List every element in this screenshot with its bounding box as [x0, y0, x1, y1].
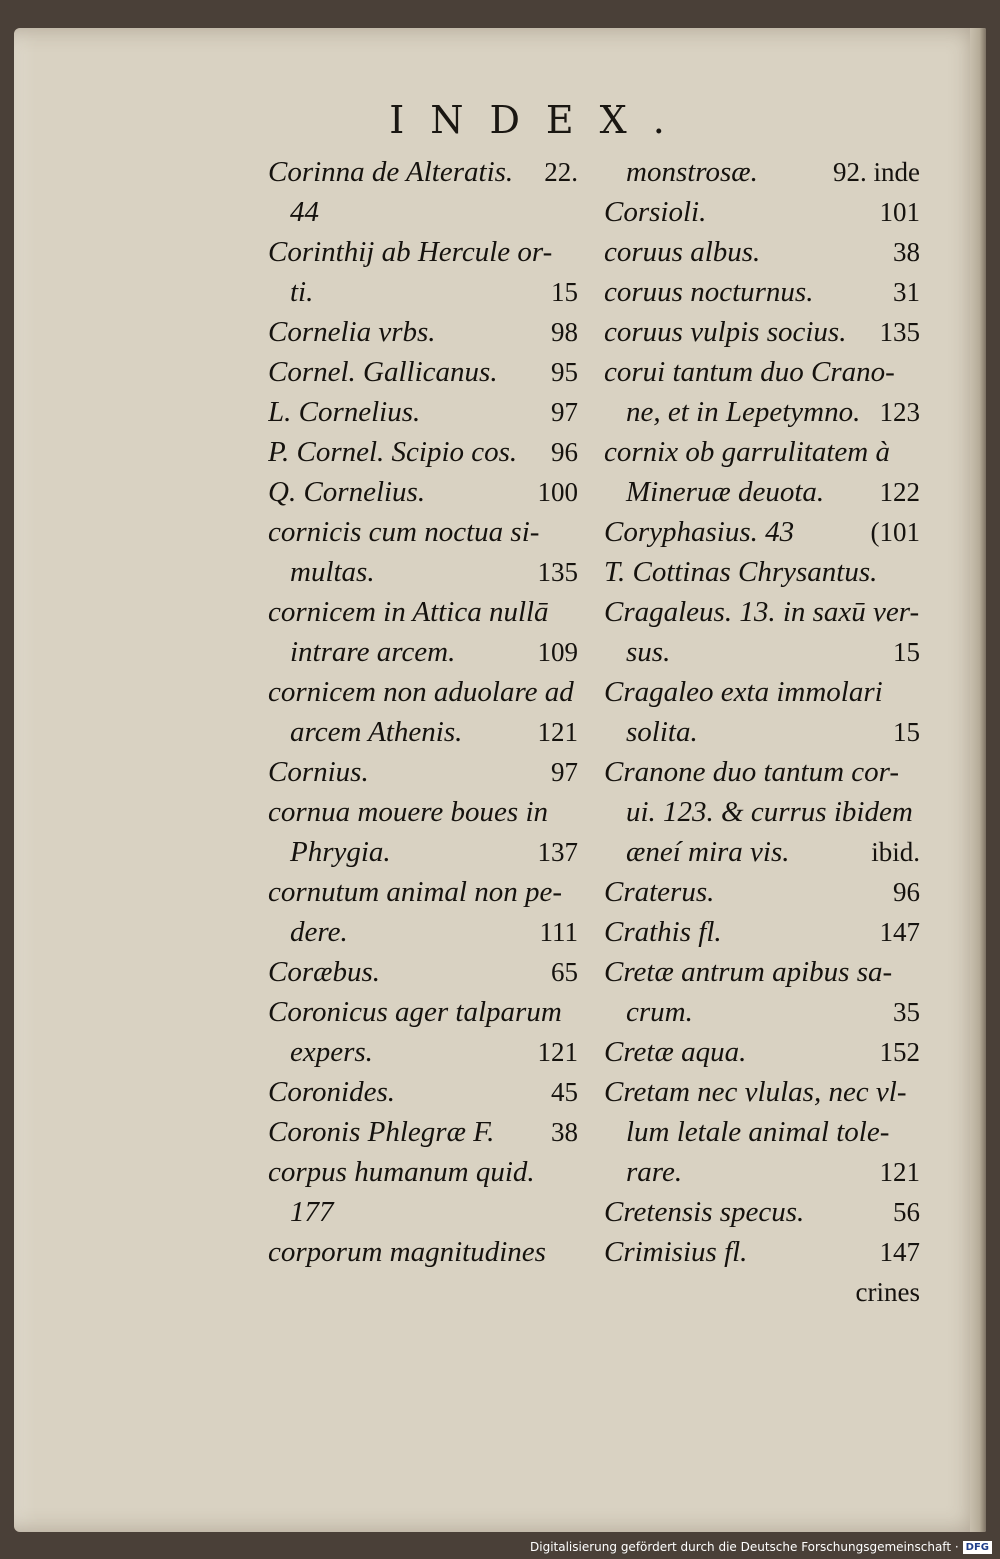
index-entry: [268, 632, 578, 672]
index-entry-text: lum letale animal tole-: [626, 1116, 890, 1148]
index-entry-text: coruus vulpis socius.: [604, 316, 847, 348]
index-entry: [268, 672, 578, 712]
index-entry-page-number: 121: [537, 1037, 578, 1067]
index-entry-text: 177: [290, 1196, 334, 1228]
index-entry-text: expers.: [290, 1036, 373, 1068]
index-entry: [604, 832, 920, 872]
index-entry-page-number: 38: [893, 237, 920, 267]
index-entry: [268, 272, 578, 312]
index-entry-page-number: 121: [537, 717, 578, 747]
index-entry-page-number: 147: [879, 1237, 920, 1267]
index-entry-text: cornua mouere boues in: [268, 796, 549, 828]
index-entry: [604, 232, 920, 272]
index-entry-text: ne, et in Lepetymno.: [626, 396, 861, 428]
index-entry-text: Cranone duo tantum cor-: [604, 756, 900, 788]
index-entry: [268, 192, 578, 232]
index-entry: [268, 432, 578, 472]
page-edge: [970, 28, 986, 1532]
index-entry-text: Crimisius fl.: [604, 1236, 748, 1268]
index-entry-page-number: 45: [551, 1077, 578, 1107]
index-entry-page-number: 96: [893, 877, 920, 907]
index-entry-text: Coronicus ager talparum: [268, 996, 562, 1028]
index-entry-page-number: 31: [893, 277, 920, 307]
index-entry-page-number: crines: [855, 1277, 920, 1307]
digitization-footer: [530, 1540, 992, 1554]
index-entry: [268, 392, 578, 432]
index-entry-text: Phrygia.: [290, 836, 391, 868]
index-entry-text: Coronis Phlegræ F.: [268, 1116, 495, 1148]
index-entry: [268, 1232, 578, 1272]
index-entry-text: coruus albus.: [604, 236, 761, 268]
index-entry-text: ui. 123. & currus ibidem: [626, 796, 913, 828]
index-entry: [604, 1192, 920, 1232]
index-entry-text: ti.: [290, 276, 314, 308]
index-entry-page-number: 122: [879, 477, 920, 507]
index-entry-page-number: 97: [551, 397, 578, 427]
index-entry: [268, 312, 578, 352]
index-entry: [268, 952, 578, 992]
index-entry-page-number: 95: [551, 357, 578, 387]
index-entry: [268, 1152, 578, 1192]
index-entry-text: æneí mira vis.: [626, 836, 790, 868]
index-entry-text: Cornel. Gallicanus.: [268, 356, 498, 388]
index-entry: [604, 1112, 920, 1152]
index-entry: [604, 1272, 920, 1312]
index-entry: [604, 712, 920, 752]
index-entry-text: monstrosæ.: [626, 156, 758, 188]
index-entry-text: Corsioli.: [604, 196, 707, 228]
index-entry: [268, 592, 578, 632]
index-entry: [604, 872, 920, 912]
index-entry-page-number: 22.: [544, 157, 578, 187]
index-entry-text: Mineruæ deuota.: [626, 476, 825, 508]
index-entry: [604, 152, 920, 192]
index-entry-text: Cretensis specus.: [604, 1196, 805, 1228]
index-entry: [604, 352, 920, 392]
index-entry: [268, 792, 578, 832]
index-entry-text: Cornius.: [268, 756, 369, 788]
index-entry: [268, 992, 578, 1032]
index-entry-text: Cretam nec vlulas, nec vl-: [604, 1076, 907, 1108]
index-entry-text: Cragaleus. 13. in saxū ver-: [604, 596, 920, 628]
index-entry-text: crum.: [626, 996, 693, 1028]
index-entry-text: Craterus.: [604, 876, 715, 908]
index-entry: [604, 192, 920, 232]
index-entry-text: Coryphasius. 43: [604, 516, 795, 548]
index-entry-text: corporum magnitudines: [268, 1236, 546, 1268]
index-entry: [604, 752, 920, 792]
index-entry-page-number: 97: [551, 757, 578, 787]
index-entry: [604, 1152, 920, 1192]
index-entry: [604, 432, 920, 472]
index-entry: [604, 472, 920, 512]
index-entry-text: cornicis cum noctua si-: [268, 516, 540, 548]
index-entry: [604, 792, 920, 832]
index-entry-page-number: (101: [870, 517, 920, 547]
index-entry: [268, 1032, 578, 1072]
index-entry-text: cornicem non aduolare ad: [268, 676, 574, 708]
index-entry-page-number: 109: [537, 637, 578, 667]
index-entry-text: coruus nocturnus.: [604, 276, 814, 308]
index-entry-text: cornix ob garrulitatem à: [604, 436, 890, 468]
index-entry-page-number: 100: [537, 477, 578, 507]
index-entry-text: intrare arcem.: [290, 636, 456, 668]
index-entry: [268, 472, 578, 512]
index-entry-text: Cragaleo exta immolari: [604, 676, 883, 708]
index-entry-page-number: 111: [539, 917, 578, 947]
index-entry-text: Cretæ aqua.: [604, 1036, 747, 1068]
index-entry: [268, 752, 578, 792]
index-column-right: [604, 152, 920, 1312]
index-entry: [604, 1072, 920, 1112]
index-entry: [268, 152, 578, 192]
index-entry-text: Cretæ antrum apibus sa-: [604, 956, 893, 988]
index-entry-page-number: 56: [893, 1197, 920, 1227]
index-entry-text: Corinthij ab Hercule or-: [268, 236, 553, 268]
index-entry: [604, 512, 920, 552]
index-entry-page-number: 15: [893, 637, 920, 667]
index-entry-text: L. Cornelius.: [268, 396, 421, 428]
index-entry: [604, 632, 920, 672]
index-entry-text: sus.: [626, 636, 671, 668]
index-entry-text: Coræbus.: [268, 956, 381, 988]
index-entry: [268, 232, 578, 272]
index-entry: [604, 312, 920, 352]
index-entry-page-number: 15: [551, 277, 578, 307]
index-entry-page-number: 147: [879, 917, 920, 947]
index-entry-text: P. Cornel. Scipio cos.: [268, 436, 518, 468]
index-entry-page-number: 135: [879, 317, 920, 347]
index-entry-text: arcem Athenis.: [290, 716, 463, 748]
index-entry: [604, 552, 920, 592]
index-entry-text: multas.: [290, 556, 375, 588]
index-entry: [268, 1192, 578, 1232]
index-entry: [268, 552, 578, 592]
index-entry-text: Q. Cornelius.: [268, 476, 426, 508]
index-entry: [604, 952, 920, 992]
index-entry: [604, 912, 920, 952]
index-entry-page-number: 135: [537, 557, 578, 587]
index-entry: [268, 712, 578, 752]
index-entry: [268, 832, 578, 872]
index-entry: [604, 992, 920, 1032]
index-column-left: [268, 152, 578, 1272]
index-entry: [268, 912, 578, 952]
index-entry-text: corui tantum duo Crano-: [604, 356, 895, 388]
index-entry-page-number: 65: [551, 957, 578, 987]
index-entry: [268, 1072, 578, 1112]
index-entry-text: Crathis fl.: [604, 916, 722, 948]
index-entry: [268, 512, 578, 552]
index-entry-text: rare.: [626, 1156, 683, 1188]
index-entry-text: cornicem in Attica nullā: [268, 596, 549, 628]
index-entry-page-number: 98: [551, 317, 578, 347]
index-entry-text: Coronides.: [268, 1076, 396, 1108]
dfg-logo: DFG: [963, 1541, 992, 1554]
index-entry: [604, 592, 920, 632]
index-header: INDEX.: [389, 98, 691, 142]
index-entry: [268, 1112, 578, 1152]
index-entry-text: cornutum animal non pe-: [268, 876, 562, 908]
index-entry-text: 44: [290, 196, 319, 228]
index-entry: [604, 1232, 920, 1272]
index-entry-text: dere.: [290, 916, 348, 948]
index-entry-page-number: 92. inde: [833, 157, 920, 187]
index-entry-page-number: ibid.: [871, 837, 920, 867]
index-entry: [604, 392, 920, 432]
index-entry-page-number: 121: [879, 1157, 920, 1187]
index-entry-text: solita.: [626, 716, 698, 748]
index-entry-page-number: 101: [879, 197, 920, 227]
index-entry: [604, 272, 920, 312]
index-entry-page-number: 152: [879, 1037, 920, 1067]
index-entry-page-number: 137: [537, 837, 578, 867]
index-entry: [268, 872, 578, 912]
index-entry-text: T. Cottinas Chrysantus.: [604, 556, 878, 588]
index-entry-page-number: 38: [551, 1117, 578, 1147]
index-entry-page-number: 35: [893, 997, 920, 1027]
index-entry-page-number: 15: [893, 717, 920, 747]
index-entry: [604, 1032, 920, 1072]
index-entry: [604, 672, 920, 712]
index-entry-text: Cornelia vrbs.: [268, 316, 436, 348]
index-entry-text: corpus humanum quid.: [268, 1156, 535, 1188]
index-entry-page-number: 96: [551, 437, 578, 467]
index-entry-page-number: 123: [879, 397, 920, 427]
index-entry-text: Corinna de Alteratis.: [268, 156, 514, 188]
footer-credit: Digitalisierung gefördert durch die Deutsche Forschungsgemeinschaft ·: [530, 1540, 959, 1554]
index-entry: [268, 352, 578, 392]
